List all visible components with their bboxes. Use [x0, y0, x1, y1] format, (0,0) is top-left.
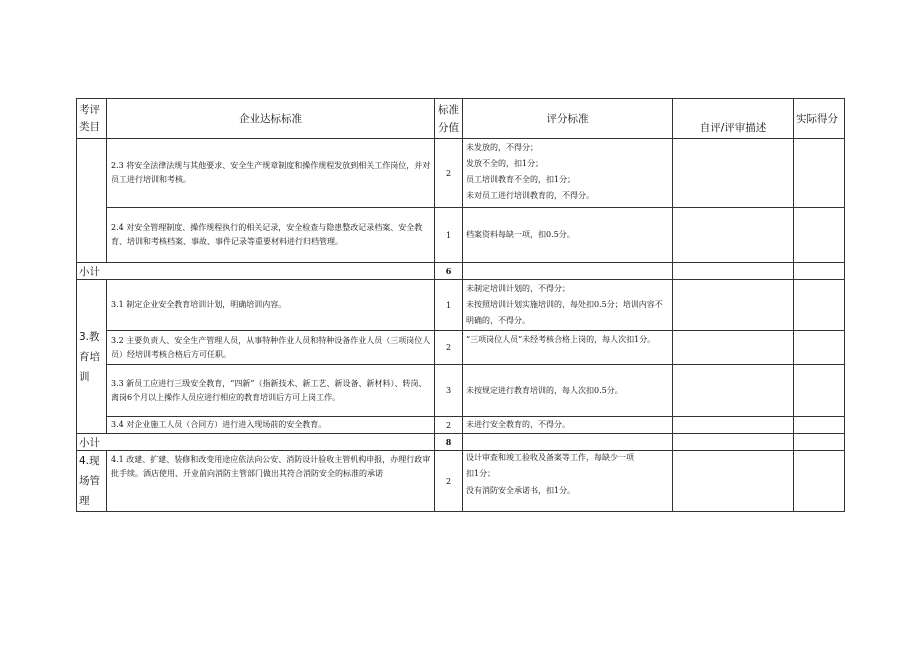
header-self-review: 自评/评审描述: [673, 99, 794, 139]
subtotal-row: [77, 434, 845, 451]
criteria-cell: [463, 208, 673, 263]
criteria-line: 未制定培训计划的，不得分；: [466, 284, 570, 293]
category-cell: 3.教育培训: [77, 280, 107, 434]
standard-cell: 3.3 新员工应进行三级安全教育，“四新”（指新技术、新工艺、新设备、新材料）、转岗、离岗6个月以上操作人员应进行相应的教育培训后方可上岗工作。: [107, 365, 435, 417]
subtotal-label: 小计: [77, 434, 435, 451]
subtotal-score: 6: [435, 263, 463, 280]
table-row: [77, 451, 845, 512]
score-cell: 2: [435, 451, 463, 512]
actual-score-cell[interactable]: [794, 451, 845, 512]
self-review-cell[interactable]: [673, 451, 794, 512]
standard-cell: 2.4 对安全管理制度、操作规程执行的相关记录，安全检查与隐患整改记录档案、安全教育、培训和考核档案、事故、事件记录等重要材料进行归档管理。: [107, 208, 435, 263]
actual-score-cell[interactable]: [794, 208, 845, 263]
self-review-cell[interactable]: [673, 434, 794, 451]
self-review-cell[interactable]: [673, 280, 794, 331]
actual-score-cell[interactable]: [794, 434, 845, 451]
score-cell: 2: [435, 139, 463, 208]
header-category: 考评类目: [77, 99, 107, 139]
actual-score-cell[interactable]: [794, 280, 845, 331]
table-header-row: [77, 99, 845, 139]
standard-cell: 2.3 将安全法律法规与其他要求、安全生产规章制度和操作规程发放到相关工作岗位，并对员工进行培训和考核。: [107, 139, 435, 208]
criteria-cell: [463, 331, 673, 365]
self-review-cell[interactable]: [673, 365, 794, 417]
score-cell: 1: [435, 208, 463, 263]
table-row: [77, 280, 845, 331]
table-row: [77, 365, 845, 417]
criteria-cell: [463, 280, 673, 331]
actual-score-cell[interactable]: [794, 331, 845, 365]
table-row: [77, 208, 845, 263]
standard-cell: 4.1 改建、扩建、装修和改变用途应依法向公安、消防设计验收主管机构申报，办理行政审批手续。酒店使用、开业前向消防主管部门做出其符合消防安全的标准的承诺: [107, 451, 435, 512]
self-review-cell[interactable]: [673, 208, 794, 263]
criteria-line: 员工培训教育不全的，扣1分；: [466, 175, 576, 184]
evaluation-table: [76, 98, 845, 512]
header-score-value: 标准分值: [435, 99, 463, 139]
actual-score-cell[interactable]: [794, 417, 845, 434]
self-review-cell[interactable]: [673, 331, 794, 365]
evaluation-table-page: [76, 98, 844, 512]
table-row: [77, 331, 845, 365]
criteria-line: 未对员工进行培训教育的，不得分。: [466, 191, 594, 200]
score-cell: 3: [435, 365, 463, 417]
actual-score-cell[interactable]: [794, 263, 845, 280]
criteria-line: 档案资料每缺一项，扣0.5分。: [466, 230, 575, 239]
table-row: [77, 417, 845, 434]
category-cell: 4.现场管理: [77, 451, 107, 512]
actual-score-cell[interactable]: [794, 139, 845, 208]
header-standard: 企业达标标准: [107, 99, 435, 139]
table-row: [77, 139, 845, 208]
criteria-line: 扣1分；: [466, 469, 496, 478]
self-review-cell[interactable]: [673, 139, 794, 208]
header-criteria: 评分标准: [463, 99, 673, 139]
self-review-cell[interactable]: [673, 417, 794, 434]
self-review-cell[interactable]: [673, 263, 794, 280]
criteria-cell: [463, 139, 673, 208]
standard-cell: 3.1 制定企业安全教育培训计划，明确培训内容。: [107, 280, 435, 331]
subtotal-row: [77, 263, 845, 280]
score-cell: 2: [435, 417, 463, 434]
criteria-cell: [463, 451, 673, 512]
score-cell: 1: [435, 280, 463, 331]
standard-cell: 3.4 对企业施工人员（合同方）进行进入现场前的安全教育。: [107, 417, 435, 434]
actual-score-cell[interactable]: [794, 365, 845, 417]
criteria-line: 发放不全的，扣1分；: [466, 159, 544, 168]
criteria-line: 没有消防安全承诺书，扣1分。: [466, 486, 576, 495]
criteria-line: 未按照培训计划实施培训的，每处扣0.5分；培训内容不明确的，不得分。: [466, 300, 663, 325]
score-cell: 2: [435, 331, 463, 365]
subtotal-label: 小计: [77, 263, 435, 280]
header-actual-score: 实际得分: [794, 99, 845, 139]
subtotal-score: 8: [435, 434, 463, 451]
criteria-line: 未发放的，不得分；: [466, 143, 538, 152]
criteria-line: “三项岗位人员”未经考核合格上岗的，每人次扣1分。: [466, 335, 656, 344]
category-cell-empty: [77, 139, 107, 263]
criteria-line: 未按规定进行教育培训的，每人次扣0.5分。: [466, 385, 623, 395]
criteria-cell: [463, 365, 673, 417]
standard-cell: 3.2 主要负责人、安全生产管理人员，从事特种作业人员和特种设备作业人员（三项岗位人员）经培训考核合格后方可任职。: [107, 331, 435, 365]
criteria-line: 未进行安全教育的，不得分。: [466, 420, 570, 429]
criteria-cell: [463, 417, 673, 434]
criteria-line: 设计审查和竣工验收及备案等工作，每缺少一项: [466, 453, 634, 462]
